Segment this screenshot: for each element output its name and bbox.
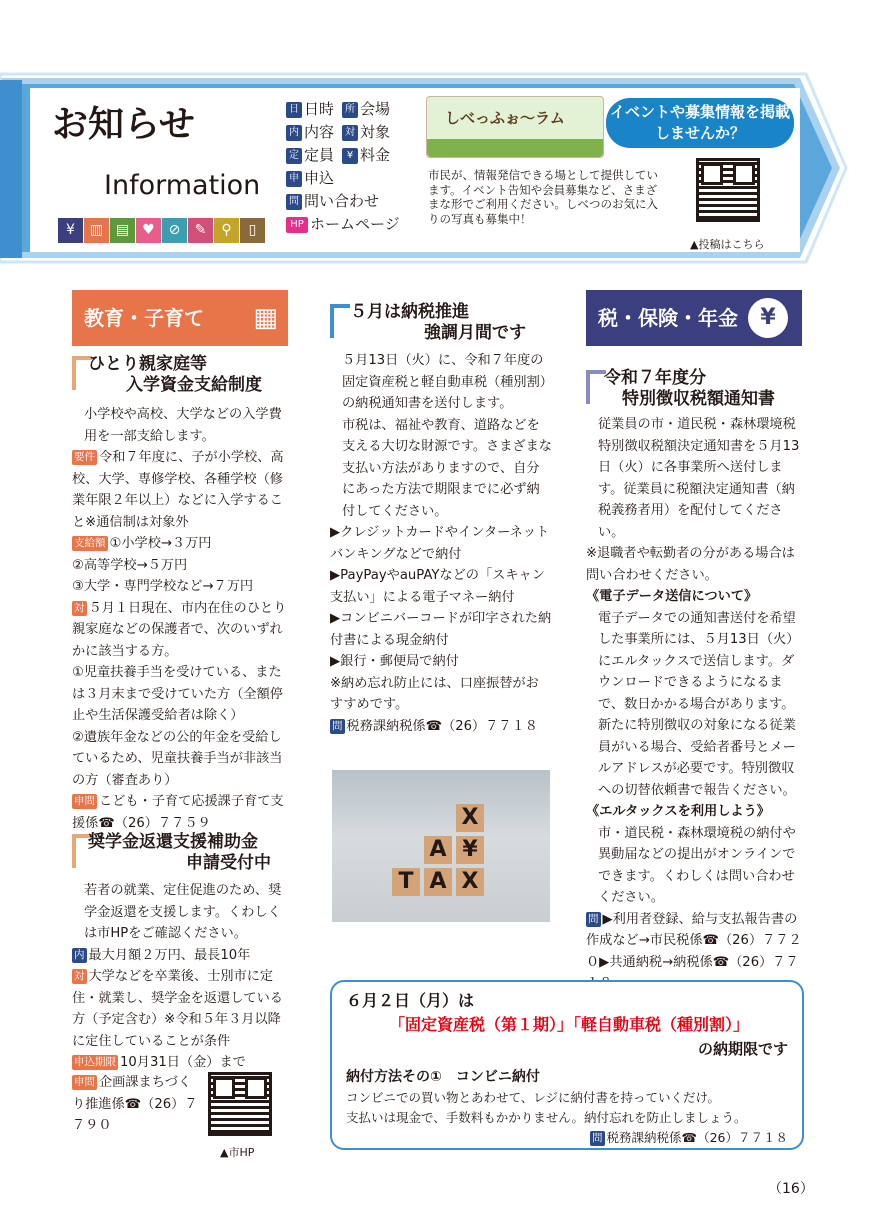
section-header-education [72, 290, 288, 346]
photo-block: A [424, 836, 452, 864]
money-bag-icon: ¥ [58, 218, 83, 243]
paragraph: 市税は、福祉や教育、道路などを支える大切な財源です。さまざまな支払い方法がありますので、自分にあった方法で期限までに必ず納付してください。 [342, 417, 552, 519]
legend-label: 日時 [304, 100, 335, 118]
inquiry-tag: 問 [332, 719, 343, 732]
paragraph: ③大学・専門学校など→７万円 [72, 579, 254, 594]
deadline-tag: 申込期限 [74, 1056, 116, 1068]
paragraph: ※納め忘れ防止には、口座振替がおすすめです。 [330, 675, 539, 712]
page-subtitle: Information [104, 170, 261, 201]
shibe-forum-description: 市民が、情報発信できる場として提供しています。イベント告知や会員募集など、さまざまな形でご利用ください。しべつのお気に入りの写真も募集中！ [428, 168, 658, 226]
legend-label: 問い合わせ [304, 192, 380, 210]
legend-label: 料金 [360, 146, 391, 164]
paragraph [72, 1072, 200, 1137]
shibe-forum-banner[interactable] [426, 96, 604, 158]
legend-label: 内容 [304, 123, 335, 141]
article-title-line1: ５月は納税推進 [350, 302, 469, 322]
paragraph-text: 税務課納税係☎（26）７７１８ [346, 718, 538, 734]
qr-caption-city-hp: ▲市HP [220, 1146, 255, 1159]
article-title-line1: 令和７年度分 [604, 368, 706, 388]
legend-mark: 対 [342, 125, 358, 141]
article-title-line2: 特別徴収税額通知書 [622, 389, 775, 409]
magnifier-icon: ⚲ [214, 218, 239, 243]
legend-label: ホームページ [310, 215, 400, 233]
photo-block: A [424, 868, 452, 896]
title-bracket [330, 304, 350, 338]
section-title: 教育・子育て [84, 306, 204, 330]
inquiry-tag: 問 [592, 1132, 603, 1144]
inquiry-tag: 問 [588, 912, 599, 925]
legend-mark: 所 [342, 102, 358, 118]
event-invite-bubble: イベントや募集情報を掲載しませんか？ [606, 98, 794, 148]
legend-mark: 内 [286, 125, 302, 141]
paragraph: 若者の就業、定住促進のため、奨学金返還を支援します。くわしくは市HPをご確認ください。 [84, 883, 282, 941]
article-title [350, 302, 550, 344]
legend-mark: 定 [286, 148, 302, 164]
legend-mark: HP [286, 217, 308, 233]
article-title [88, 832, 288, 874]
paragraph-text: 10月31日（金）まで [120, 1055, 246, 1070]
legend-venue [342, 98, 390, 121]
article-title [88, 354, 288, 396]
paragraph [72, 945, 290, 967]
photo-block: X [456, 804, 484, 832]
article-title-line1: 奨学金返還支援補助金 [88, 832, 258, 852]
legend-mark: 日 [286, 102, 302, 118]
qr-code-post[interactable] [696, 158, 760, 222]
sub-heading: 《エルタックスを利用しよう》 [586, 804, 770, 819]
article-title-line1: ひとり親家庭等 [88, 354, 207, 374]
legend-label: 申込 [304, 169, 335, 187]
legend-capacity [286, 144, 334, 167]
legend-content [286, 121, 334, 144]
notice-line2: 支払いは現金で、手数料もかかりません。納付忘れを防止しましょう。 [346, 1110, 747, 1125]
legend-date [286, 98, 334, 121]
paragraph: ①児童扶養手当を受けている、または３月末まで受けていた方（全額停止や生活保護受給者は除く） [72, 665, 283, 723]
article-body-single-parent [72, 404, 290, 834]
building-icon: ▥ [84, 218, 109, 243]
article-body-scholarship [72, 880, 290, 1074]
legend-target [342, 121, 390, 144]
contact-planning [72, 1072, 200, 1137]
pencil-icon: ✎ [188, 218, 213, 243]
notice-contact-text: 税務課納税係☎（26）７７１８ [606, 1130, 788, 1145]
payment-deadline-notice [330, 980, 804, 1150]
paragraph-text: こども・子育て応援課子育て支援係☎（26）７７５９ [72, 794, 284, 831]
paragraph [72, 533, 290, 555]
notice-taxes: 「固定資産税（第１期）」「軽自動車税（種別割）」 [388, 1015, 749, 1034]
paragraph [72, 1052, 290, 1074]
legend-label: 会場 [360, 100, 391, 118]
notice-method: 納付方法その① コンビニ納付 [346, 1069, 540, 1085]
amount-tag: 支給額 [74, 537, 106, 549]
paragraph: 従業員の市・道民税・森林環境税特別徴収税額決定通知書を５月13日（火）に各事業所へ送付します。従業員に税額決定通知書（納税義務者用）を配付してください。 [598, 417, 800, 540]
legend-inquiry [286, 190, 379, 213]
paragraph [72, 447, 290, 533]
legend-homepage [286, 213, 400, 236]
paragraph-text: 企画課まちづくり推進係☎（26）７７９０ [72, 1075, 198, 1133]
article-body-special-collection [586, 414, 804, 995]
paragraph: ②遺族年金などの公的年金を受給しているため、児童扶養手当が非該当の方（審査あり） [72, 729, 283, 788]
title-bracket [586, 370, 606, 404]
requirement-tag: 要件 [74, 451, 95, 463]
money-bag-icon: ¥ [748, 298, 788, 338]
legend-label: 対象 [360, 123, 391, 141]
legend-mark: 問 [286, 194, 302, 210]
book-icon: ▯ [240, 218, 265, 243]
legend-apply [286, 167, 334, 190]
paragraph: ５月13日（火）に、令和７年度の固定資産税と軽自動車税（種別割）の納税通知書を送付します。 [342, 353, 547, 411]
list-item: ▶クレジットカードやインターネットバンキングなどで納付 [330, 525, 550, 562]
shibe-forum-logo: しべっふぉ～ラム [445, 109, 565, 127]
sub-heading: 《電子データ送信について》 [586, 589, 758, 604]
article-title-line2: 申請受付中 [186, 853, 271, 873]
paragraph: 電子データでの通知書送付を希望した事業所には、５月13日（火）にエルタックスで送信します。ダウンロードできるようになるまで、数日かかる場合があります。 [598, 610, 800, 712]
paragraph [72, 598, 290, 663]
section-title: 税・保険・年金 [598, 306, 738, 330]
photo-block: X [456, 868, 484, 896]
notice-line1: コンビニでの買い物とあわせて、レジに納付書を持っていくだけ。 [346, 1090, 720, 1105]
paragraph-text: ５月１日現在、市内在住のひとり親家庭などの保護者で、次のいずれかに該当する方。 [72, 600, 287, 659]
paragraph-text: ▶利用者登録、給与支払報告書の作成など→市民税係☎（26）７７２０▶共通納税→納税係☎（26）７７ [586, 911, 802, 970]
article-title-line2: 強調月間です [424, 323, 526, 343]
list-item: ▶PayPayやauPAYなどの「スキャン支払い」による電子マネー納付 [330, 568, 545, 605]
category-icon-row [58, 218, 265, 243]
article-title-line2: 入学資金支給制度 [126, 375, 262, 395]
tennis-racket-icon: ⊘ [162, 218, 187, 243]
paragraph-text: 最大月額２万円、最長10年 [88, 947, 251, 963]
paragraph [330, 716, 552, 738]
paragraph: 市・道民税・森林環境税の納付や異動届などの提出がオンラインでできます。くわしくは問い合わせください。 [598, 825, 796, 905]
heart-icon: ♥ [136, 218, 161, 243]
list-item: ▶銀行・郵便局で納付 [330, 654, 459, 669]
apply-inquiry-tag: 申問 [74, 1076, 95, 1088]
list-item: ▶コンビニバーコードが印字された納付書による現金納付 [330, 611, 552, 648]
notice-contact [590, 1128, 788, 1146]
apply-inquiry-tag: 申問 [74, 795, 95, 807]
grass-graphic [427, 139, 603, 157]
photo-block: T [392, 868, 420, 896]
legend-fee [342, 144, 390, 167]
paragraph: 新たに特別徴収の対象になる従業員がいる場合、受給者番号とメールアドレスが必要です。特別徴収への切替依頼書で報告ください。 [598, 718, 796, 798]
page-number: （16） [768, 1181, 814, 1197]
paragraph: ※退職者や転勤者の分がある場合は問い合わせください。 [586, 546, 795, 583]
paragraph [72, 966, 290, 1052]
paragraph: 小学校や高校、大学などの入学費用を一部支給します。 [84, 407, 282, 444]
qr-caption-post: ▲投稿はこちら [690, 238, 765, 251]
article-title [604, 368, 804, 410]
target-tag: 対 [74, 970, 85, 982]
icon-legend [286, 98, 400, 236]
paragraph [72, 791, 290, 834]
paragraph: ②高等学校→５万円 [72, 557, 188, 573]
notice-date: ６月２日（月）は [346, 991, 475, 1010]
legend-label: 定員 [304, 146, 335, 164]
tax-blocks-photo [332, 770, 550, 922]
school-building-icon: ▦ [253, 303, 278, 333]
notice-deadline: の納期限です [697, 1040, 788, 1058]
target-tag: 対 [74, 601, 85, 614]
qr-code-city-hp[interactable] [208, 1072, 272, 1136]
legend-mark: 申 [286, 171, 302, 187]
header-left-strip [0, 80, 22, 258]
trash-icon: ▤ [110, 218, 135, 243]
section-header-tax-insurance [586, 290, 802, 346]
article-body-tax-month [330, 350, 552, 737]
paragraph-text: 令和７年度に、子が小学校、高校、大学、専修学校、各種学校（修業年限２年以上）などに入学すること※通信制は対象外 [72, 450, 284, 530]
content-tag: 内 [74, 948, 85, 961]
legend-mark: ¥ [342, 148, 358, 164]
photo-block: ¥ [456, 836, 484, 864]
paragraph-text: 大学などを卒業後、士別市に定住・就業し、奨学金を返還している方（予定含む）※令和５年３月以降に定住していることが条件 [72, 969, 283, 1049]
page-title: お知らせ [52, 104, 195, 145]
paragraph-text: ①小学校→３万円 [109, 536, 212, 551]
